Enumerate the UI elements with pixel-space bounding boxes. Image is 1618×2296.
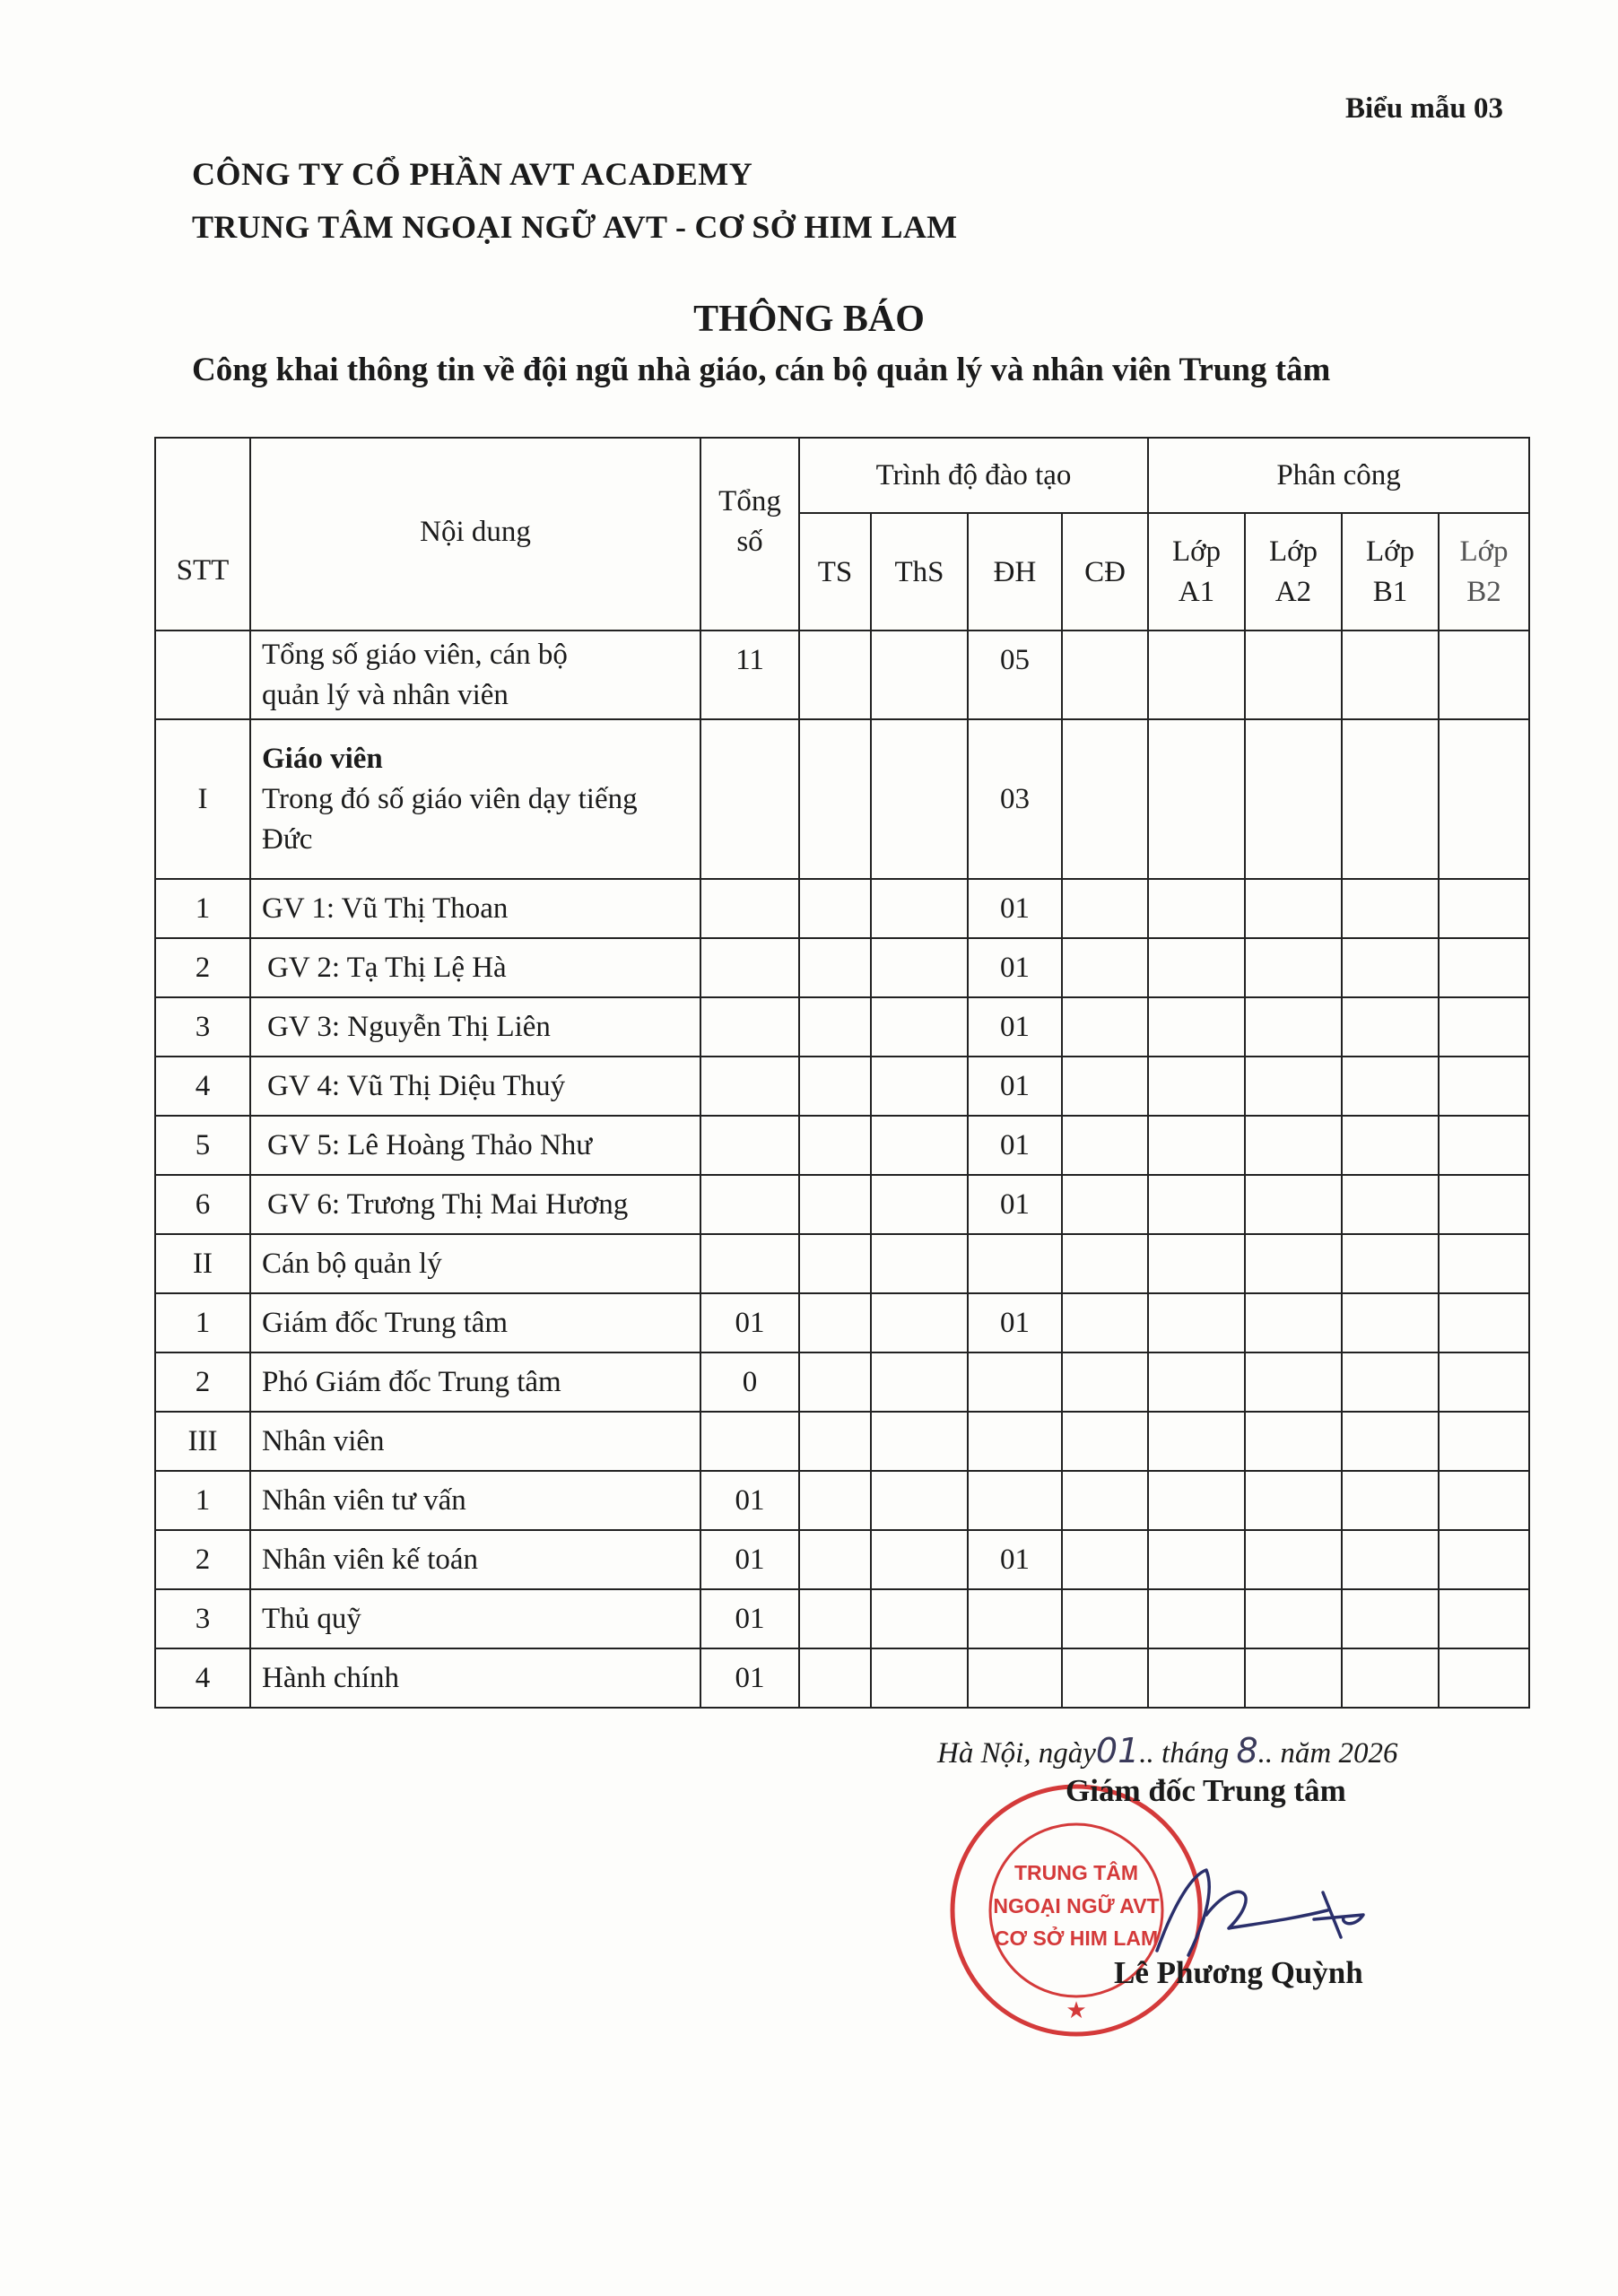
cell-empty: [1245, 1648, 1342, 1708]
row-dh: [968, 1471, 1062, 1530]
row-content: GV 1: Vũ Thị Thoan: [250, 879, 700, 938]
header-class-a2-line2: A2: [1274, 575, 1312, 608]
cell-empty: [1245, 1471, 1342, 1530]
date-day: 01: [1095, 1731, 1140, 1770]
table-row: [155, 938, 1529, 997]
cell-empty: [1062, 1589, 1148, 1648]
cell-empty: [1342, 1293, 1439, 1352]
cell-empty: [1342, 719, 1439, 879]
cell-empty: [1439, 1412, 1529, 1471]
cell-empty: [799, 1589, 871, 1648]
cell-empty: [871, 1057, 968, 1116]
cell-empty: [1148, 1589, 1245, 1648]
section-staff-row: [155, 1412, 1529, 1471]
cell-empty: [871, 879, 968, 938]
form-number: Biểu mẫu 03: [1344, 92, 1503, 125]
cell-empty: [799, 1352, 871, 1412]
row-total: 01: [700, 1471, 799, 1530]
row-content: Giám đốc Trung tâm: [250, 1293, 700, 1352]
row-content: GV 2: Tạ Thị Lệ Hà: [250, 938, 700, 997]
cell-empty: [1245, 1589, 1342, 1648]
cell-empty: [1342, 1234, 1439, 1293]
cell-empty: [1062, 997, 1148, 1057]
header-level-cd: CĐ: [1062, 513, 1148, 631]
cell-empty: [1439, 938, 1529, 997]
cell-empty: [1342, 1116, 1439, 1175]
row-stt: 2: [155, 1530, 250, 1589]
header-class-a2-line1: Lớp: [1268, 535, 1318, 568]
cell-empty: [1245, 1234, 1342, 1293]
cell-empty: [1245, 719, 1342, 879]
row-dh: 01: [968, 879, 1062, 938]
cell-empty: [799, 997, 871, 1057]
cell-empty: [1245, 1530, 1342, 1589]
cell-empty: [1439, 879, 1529, 938]
cell-empty: [1439, 997, 1529, 1057]
cell-empty: [799, 1412, 871, 1471]
cell-empty: [799, 719, 871, 879]
header-assignment: Phân công: [1148, 438, 1529, 513]
cell-empty: [1342, 631, 1439, 719]
header-training-level: Trình độ đào tạo: [799, 438, 1148, 513]
cell-empty: [1342, 879, 1439, 938]
header-total-line1: Tổng: [718, 485, 781, 517]
table-row: [155, 1352, 1529, 1412]
cell-empty: [1245, 1293, 1342, 1352]
cell-empty: [1439, 631, 1529, 719]
row-dh: 01: [968, 1530, 1062, 1589]
cell-empty: [1148, 719, 1245, 879]
cell-empty: [1148, 1057, 1245, 1116]
cell-empty: [1342, 1471, 1439, 1530]
document-subtitle: Công khai thông tin về đội ngũ nhà giáo, cán bộ quản lý và nhân viên Trung tâm: [192, 352, 1331, 388]
date-line: Hà Nội, ngày01.. tháng 8.. năm 2026: [937, 1731, 1398, 1770]
cell-empty: [1342, 938, 1439, 997]
signer-name: Lê Phương Quỳnh: [1114, 1955, 1363, 1990]
section-managers-row: [155, 1234, 1529, 1293]
header-class-a1-line1: Lớp: [1171, 535, 1222, 568]
cell-empty: [799, 1116, 871, 1175]
header-total-line2: số: [736, 526, 763, 558]
center-name: TRUNG TÂM NGOẠI NGỮ AVT - CƠ SỞ HIM LAM: [192, 209, 958, 245]
row-total: 01: [700, 1648, 799, 1708]
section-teachers-title: Giáo viên: [262, 742, 383, 775]
cell-empty: [1148, 1352, 1245, 1412]
row-dh: 01: [968, 1057, 1062, 1116]
table-row: [155, 1471, 1529, 1530]
row-content: GV 4: Vũ Thị Diệu Thuý: [250, 1057, 700, 1116]
cell-empty: [1439, 719, 1529, 879]
cell-empty: [1062, 1293, 1148, 1352]
cell-empty: [799, 1648, 871, 1708]
header-class-a2: [1245, 513, 1342, 631]
cell-empty: [1148, 1412, 1245, 1471]
cell-empty: [1148, 1293, 1245, 1352]
row-stt: 1: [155, 1471, 250, 1530]
header-stt: STT: [155, 438, 250, 631]
cell-empty: [1245, 938, 1342, 997]
cell-empty: [1245, 879, 1342, 938]
cell-empty: [1062, 1116, 1148, 1175]
cell-empty: [799, 1175, 871, 1234]
cell-empty: [1342, 1175, 1439, 1234]
cell-empty: [1342, 1057, 1439, 1116]
table-row: [155, 879, 1529, 938]
header-level-dh: ĐH: [968, 513, 1062, 631]
cell-empty: [1439, 1293, 1529, 1352]
row-content: Phó Giám đốc Trung tâm: [250, 1352, 700, 1412]
cell-empty: [1148, 879, 1245, 938]
cell-empty: [700, 938, 799, 997]
cell-empty: [871, 1530, 968, 1589]
section-teachers-note-line1: Trong đó số giáo viên dạy tiếng: [262, 782, 638, 815]
cell-empty: [1148, 997, 1245, 1057]
cell-empty: [700, 1412, 799, 1471]
section-teachers-note-line2: Đức: [262, 822, 313, 856]
cell-empty: [968, 1234, 1062, 1293]
table-row: [155, 1057, 1529, 1116]
table-row: [155, 1116, 1529, 1175]
row-dh: [968, 1648, 1062, 1708]
header-row-1: [155, 438, 1529, 513]
header-class-a1-line2: A1: [1178, 575, 1215, 608]
cell-empty: [871, 1352, 968, 1412]
header-class-b1: [1342, 513, 1439, 631]
cell-empty: [700, 1057, 799, 1116]
header-class-b1-line1: Lớp: [1365, 535, 1415, 568]
cell-empty: [799, 631, 871, 719]
row-content: Nhân viên kế toán: [250, 1530, 700, 1589]
header-class-a1: [1148, 513, 1245, 631]
cell-empty: [1439, 1234, 1529, 1293]
cell-empty: [1148, 631, 1245, 719]
signer-title: Giám đốc Trung tâm: [1066, 1773, 1346, 1808]
section-teachers-content: [250, 719, 700, 879]
cell-empty: [1342, 997, 1439, 1057]
cell-empty: [799, 938, 871, 997]
header-level-ts: TS: [799, 513, 871, 631]
cell-empty: [1342, 1412, 1439, 1471]
summary-content-line1: Tổng số giáo viên, cán bộ: [262, 638, 568, 671]
row-content: Nhân viên tư vấn: [250, 1471, 700, 1530]
row-dh: 01: [968, 1175, 1062, 1234]
cell-empty: [968, 1412, 1062, 1471]
cell-empty: [1245, 1175, 1342, 1234]
stamp-line2: NGOẠI NGỮ AVT: [993, 1894, 1160, 1918]
cell-empty: [1148, 1175, 1245, 1234]
stamp-line1: TRUNG TÂM: [1014, 1861, 1138, 1884]
cell-empty: [871, 719, 968, 879]
cell-empty: [1062, 631, 1148, 719]
cell-empty: [700, 879, 799, 938]
summary-stt: [155, 631, 250, 719]
row-stt: 4: [155, 1057, 250, 1116]
cell-empty: [1245, 1116, 1342, 1175]
header-total: [700, 438, 799, 631]
cell-empty: [1062, 1648, 1148, 1708]
section-staff-title: Nhân viên: [250, 1412, 700, 1471]
row-total: 01: [700, 1589, 799, 1648]
date-year: năm 2026: [1280, 1737, 1398, 1770]
row-stt: 1: [155, 1293, 250, 1352]
cell-empty: [871, 997, 968, 1057]
row-dh: 01: [968, 1293, 1062, 1352]
header-class-b2-line1: Lớp: [1459, 535, 1509, 568]
cell-empty: [1245, 997, 1342, 1057]
row-stt: 3: [155, 1589, 250, 1648]
cell-empty: [1439, 1589, 1529, 1648]
row-stt: 2: [155, 938, 250, 997]
cell-empty: [1439, 1116, 1529, 1175]
cell-empty: [1062, 1175, 1148, 1234]
cell-empty: [871, 631, 968, 719]
section-teachers-stt: I: [155, 719, 250, 879]
date-prefix: Hà Nội, ngày: [937, 1737, 1096, 1770]
cell-empty: [799, 1057, 871, 1116]
cell-empty: [1062, 719, 1148, 879]
cell-empty: [1062, 1352, 1148, 1412]
cell-empty: [1439, 1175, 1529, 1234]
row-dh: 01: [968, 938, 1062, 997]
organization-name: CÔNG TY CỔ PHẦN AVT ACADEMY: [192, 156, 753, 192]
cell-empty: [700, 1116, 799, 1175]
row-content: GV 3: Nguyễn Thị Liên: [250, 997, 700, 1057]
signature: [1139, 1866, 1408, 1964]
section-managers-stt: II: [155, 1234, 250, 1293]
cell-empty: [1148, 1471, 1245, 1530]
cell-empty: [1062, 938, 1148, 997]
summary-content: [250, 631, 700, 719]
table-row: [155, 1530, 1529, 1589]
cell-empty: [1342, 1648, 1439, 1708]
cell-empty: [871, 938, 968, 997]
cell-empty: [1245, 631, 1342, 719]
row-dh: 01: [968, 1116, 1062, 1175]
cell-empty: [871, 1412, 968, 1471]
cell-empty: [871, 1175, 968, 1234]
cell-empty: [1439, 1352, 1529, 1412]
cell-empty: [1062, 1057, 1148, 1116]
date-month-label: tháng: [1161, 1737, 1230, 1770]
cell-empty: [1439, 1648, 1529, 1708]
header-level-ths: ThS: [871, 513, 968, 631]
cell-empty: [799, 879, 871, 938]
cell-empty: [871, 1648, 968, 1708]
cell-empty: [799, 1293, 871, 1352]
cell-empty: [700, 719, 799, 879]
cell-empty: [1148, 1530, 1245, 1589]
row-content: Thủ quỹ: [250, 1589, 700, 1648]
cell-empty: [1062, 1234, 1148, 1293]
table-row: [155, 997, 1529, 1057]
cell-empty: [1148, 1648, 1245, 1708]
cell-empty: [700, 1175, 799, 1234]
cell-empty: [799, 1471, 871, 1530]
cell-empty: [871, 1234, 968, 1293]
cell-empty: [1342, 1352, 1439, 1412]
row-total: 01: [700, 1530, 799, 1589]
cell-empty: [1062, 1530, 1148, 1589]
table-row: [155, 1293, 1529, 1352]
header-class-b2: [1439, 513, 1529, 631]
section-managers-title: Cán bộ quản lý: [250, 1234, 700, 1293]
table-row: [155, 1648, 1529, 1708]
row-stt: 6: [155, 1175, 250, 1234]
row-stt: 4: [155, 1648, 250, 1708]
row-content: Hành chính: [250, 1648, 700, 1708]
cell-empty: [1148, 1116, 1245, 1175]
cell-empty: [1245, 1352, 1342, 1412]
cell-empty: [799, 1530, 871, 1589]
section-staff-stt: III: [155, 1412, 250, 1471]
cell-empty: [1342, 1530, 1439, 1589]
cell-empty: [799, 1234, 871, 1293]
header-class-b2-line2: B2: [1466, 575, 1501, 608]
table-row: [155, 1589, 1529, 1648]
cell-empty: [700, 1234, 799, 1293]
row-dh: [968, 1589, 1062, 1648]
row-total: 01: [700, 1293, 799, 1352]
cell-empty: [1245, 1412, 1342, 1471]
cell-empty: [1062, 1412, 1148, 1471]
row-stt: 5: [155, 1116, 250, 1175]
cell-empty: [1439, 1530, 1529, 1589]
section-teachers-row: [155, 719, 1529, 879]
cell-empty: [1342, 1589, 1439, 1648]
cell-empty: [871, 1589, 968, 1648]
table-row: [155, 1175, 1529, 1234]
cell-empty: [1245, 1057, 1342, 1116]
row-stt: 3: [155, 997, 250, 1057]
header-content: Nội dung: [250, 438, 700, 631]
row-content: GV 6: Trương Thị Mai Hương: [250, 1175, 700, 1234]
cell-empty: [700, 997, 799, 1057]
date-month: 8: [1236, 1731, 1258, 1770]
summary-row: [155, 631, 1529, 719]
cell-empty: [1062, 1471, 1148, 1530]
cell-empty: [871, 1116, 968, 1175]
staff-table: [154, 437, 1530, 1709]
svg-text:★: ★: [1066, 1997, 1087, 2024]
cell-empty: [1439, 1471, 1529, 1530]
cell-empty: [1062, 879, 1148, 938]
cell-empty: [1439, 1057, 1529, 1116]
section-teachers-dh: 03: [968, 719, 1062, 879]
summary-content-line2: quản lý và nhân viên: [262, 678, 509, 711]
cell-empty: [1148, 938, 1245, 997]
header-class-b1-line2: B1: [1372, 575, 1408, 608]
row-dh: [968, 1352, 1062, 1412]
row-content: GV 5: Lê Hoàng Thảo Như: [250, 1116, 700, 1175]
cell-empty: [871, 1471, 968, 1530]
row-stt: 2: [155, 1352, 250, 1412]
document-title: THÔNG BÁO: [693, 299, 925, 340]
stamp-line3: CƠ SỞ HIM LAM: [994, 1926, 1159, 1950]
cell-empty: [871, 1293, 968, 1352]
row-dh: 01: [968, 997, 1062, 1057]
summary-total: 11: [700, 631, 799, 719]
summary-dh: 05: [968, 631, 1062, 719]
cell-empty: [1148, 1234, 1245, 1293]
row-total: 0: [700, 1352, 799, 1412]
row-stt: 1: [155, 879, 250, 938]
